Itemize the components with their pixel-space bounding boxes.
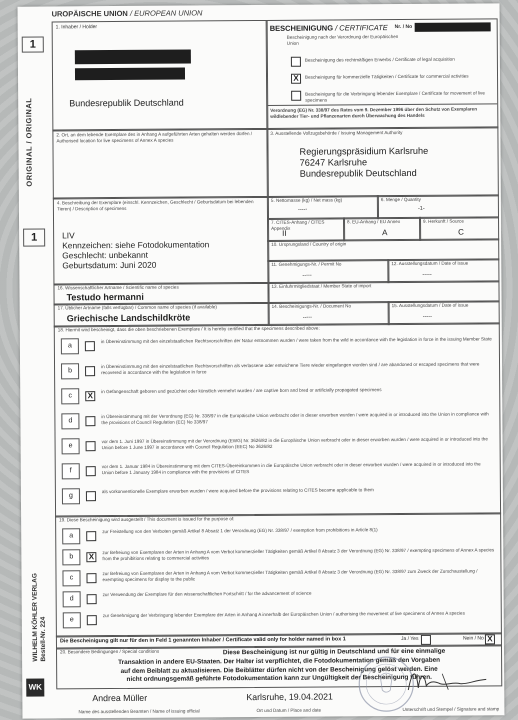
net-mass-value: ----- (297, 206, 308, 213)
s19-letter-e: e (63, 612, 81, 628)
holder-country: Bundesrepublik Deutschland (69, 97, 184, 109)
s18-letter-a: a (61, 338, 79, 354)
s18-letter-g: g (62, 488, 80, 504)
cert-title-de: BESCHEINIGUNG (269, 23, 334, 33)
certificate-document (18, 3, 505, 718)
eu-header (52, 8, 203, 18)
special-conditions-label: 20. Besondere Bedingungen / Special conditions (60, 648, 160, 655)
s19-text-e: zur Genehmigung der Verbringung lebender Exemplare der Arten in Anhang A innerhalb der Europäischen Union / authorising the movement of live specimens of Annex A species (102, 610, 465, 619)
permit-date-label: 12. Ausstellungsdatum / Date of issue (391, 260, 469, 267)
location-box (52, 128, 268, 200)
special-line-2: Transaktion in andere EU-Staaten. Der Halter ist verpflichtet, die Fotodokumentation gemäß den Vorgaben (118, 656, 441, 666)
cites-appendix-value: II (282, 228, 287, 238)
eu-annex-label: 8. EU-Anhang / EU Annex (347, 219, 401, 225)
validity-text: Die Bescheinigung gilt nur für den in Feld 1 genannten Inhaber / Certificate valid only for holder named in box 1 (59, 636, 346, 645)
special-line-4: nicht ordnungsgemäß geführte Fotodokumentation kann zur Ungültigkeit der Bescheinigung führen. (126, 674, 432, 684)
source-label: 9. Herkunft / Source (423, 218, 464, 224)
official-name-label: Name des ausstellenden Beamten / Name of issuing official (78, 708, 200, 715)
common-name-value: Griechische Landschildkröte (66, 312, 191, 324)
eu-title-en: / EUROPEAN UNION (129, 8, 203, 18)
specimen-description (62, 229, 209, 270)
s18-text-b: in Übereinstimmung mit den einzelstaatlichen Rechtsvorschriften als verlassene oder entwichene Tiere wieder eingefangen worden sind / are abandoned or escaped specimens that were recovered in accordance with the legislation in force (101, 361, 480, 375)
scientific-name-value: Testudo hermanni (66, 291, 144, 303)
official-name: Andrea Müller (92, 692, 148, 704)
s19-letter-a: a (62, 528, 80, 544)
document-number-label: 14. Bescheinigungs-Nr. / Document No (271, 303, 352, 309)
document-number-box (268, 301, 390, 326)
permit-date-box (387, 258, 499, 283)
cert-title-en: / CERTIFICATE (335, 23, 388, 33)
eu-annex-box (343, 217, 421, 242)
number-label: Nr. / No (394, 23, 413, 31)
s18-checkbox-g[interactable] (86, 491, 96, 501)
place-date-label: Ort und Datum / Place and date (256, 707, 322, 714)
s18-letter-f: f (62, 463, 80, 479)
quantity-value: -1- (417, 205, 425, 212)
cites-appendix-box (267, 217, 345, 242)
certificate-type-box (266, 18, 499, 130)
regulation-text: Verordnung (EG) Nr. 338/97 des Rates vom 9. Dezember 1996 über den Schutz von Exemplaren wildlebender Tier- und Pflanzenarten durch Überwachung des Handels (270, 106, 478, 119)
specimen-description-label: 4. Beschreibung der Exemplare (einschl. Kennzeichen, Geschlecht / Geburtsdatum bei lebenden Tieren) / Description of specimens (56, 199, 254, 212)
country-of-origin-label: 10. Ursprungsland / Country of origin (271, 241, 347, 247)
cert-option-1-checkbox[interactable]: X (291, 74, 301, 84)
s18-text-e: vor dem 1. Juni 1997 in Übereinstimmung mit der Verordnung (EWG) Nr. 3626/82 in die Europäische Union verbracht oder in dieser erworben wurden / were acquired in or introduced into the Union before 1 June 1997 in accordance with Council Regulation (EEC) No 3626/82 (101, 436, 488, 450)
s19-text-b: zur Befreiung von Exemplaren der Arten in Anhang A vom Verbot kommerzieller Tätigkeiten gemäß Artikel 8 Absatz 3 der Verordnung (EG) Nr. 338/97 / exempting specimens of Annex A species from the prohibitions relating to commercial activities (102, 547, 495, 561)
document-date-value: ----- (422, 313, 433, 320)
section-18-label: 18. Hiermit wird bescheinigt, dass die oben beschriebenen Exemplare / It is hereby certified that the specimens described above: (57, 325, 320, 333)
s18-text-d: in Übereinstimmung mit der Verordnung (EG) Nr. 338/97 in die Europäische Union verbracht oder in dieser erworben wurden / were acquired in or introduced into the Union in compliance with the provisions of Council Regulation (EC) No 338/97 (101, 411, 489, 425)
no-label: Nein / No (462, 635, 484, 642)
authority-line-1: Regierungspräsidium Karlsruhe (299, 145, 429, 157)
source-value: C (458, 227, 464, 237)
holder-label: 1. Inhaber / Holder (55, 24, 98, 31)
publisher-order-number: Bestell-Nr. 224 (39, 616, 48, 662)
holder-box (52, 20, 269, 132)
member-state-import-label: 13. Einfuhrmitgliedstaat / Member State of import (271, 283, 372, 289)
original-label: ORIGINAL / ORIGINAL (24, 97, 34, 187)
cert-option-2-label: Bescheinigung für die Verbringung lebender Exemplare / Certificate for movement of live specimens (305, 90, 485, 103)
s18-letter-e: e (62, 438, 80, 454)
yes-label: Ja / Yes (400, 635, 419, 643)
specimen-line-2: Kennzeichen: siehe Fotodokumentation (62, 239, 210, 251)
s19-text-a: zur Freistellung von den Verboten gemäß Artikel 8 Absatz 1 der Verordnung (EG) Nr. 338/97 / exemption from prohibitions in Article 8(1) (102, 527, 378, 535)
source-box (419, 216, 499, 241)
issuing-authority-box (266, 126, 498, 198)
s18-text-a: in Übereinstimmung mit den einzelstaatlichen Rechtsvorschriften der Natur entnommen wurden / were taken from the wild in accordance with the legislation in force in the issuing Member State (100, 336, 492, 345)
cert-option-0-checkbox[interactable] (291, 57, 301, 67)
s19-checkbox-d[interactable] (87, 594, 97, 604)
s19-text-d: zur Verwendung der Exemplare für den wissenschaftlichen Fortschritt / for the advancement of science (102, 590, 312, 598)
cert-option-0-label: Bescheinigung des rechtmäßigen Erwerbs / Certificate of legal acquisition (304, 56, 455, 63)
place-and-date: Karlsruhe, 19.04.2021 (246, 691, 333, 703)
authority-line-3: Bundesrepublik Deutschland (299, 167, 417, 179)
special-line-1: Diese Bescheinigung ist nur gültig in Deutschland und für eine einmalige (222, 647, 446, 657)
eu-title: UROPÄISCHE UNION (51, 8, 128, 19)
s19-checkbox-b[interactable]: X (86, 552, 96, 562)
specimen-line-4: Geburtsdatum: Juni 2020 (62, 259, 157, 271)
redacted-holder-name (75, 49, 191, 64)
s18-text-f: vor dem 1. Januar 1984 in Übereinstimmung mit dem CITES-Übereinkommen in die Europäische Union verbracht oder in dieser erworben wurden / were acquired in or introduced into the Union before 1 January 1984 in compliance with the provisions of CITES (101, 461, 481, 475)
s19-checkbox-a[interactable] (86, 531, 96, 541)
section-18 (54, 322, 501, 517)
authority-line-2: 76247 Karlsruhe (299, 157, 368, 168)
s18-checkbox-d[interactable] (85, 416, 95, 426)
issuing-authority-address (300, 146, 429, 180)
no-checkbox[interactable]: X (485, 634, 495, 644)
eu-annex-value: A (382, 228, 388, 238)
publisher-name: WILHELM KÖHLER VERLAG (31, 573, 40, 662)
redacted-certificate-number (415, 22, 491, 32)
redacted-holder-address (75, 68, 185, 81)
special-line-3: auf dem Beiblatt zu aktualisieren. Die Beiblätter dürfen nicht von der Bescheinigung gelöst werden. Eine (120, 665, 438, 675)
s19-checkbox-c[interactable] (86, 573, 96, 583)
publisher-logo: WK (26, 679, 44, 697)
s18-text-g: als vorkonventionelle Exemplare erworben wurden / were acquired before the provisions relating to CITES became applicable to them (101, 487, 374, 495)
s19-text-c: zur Befreiung von Exemplaren der Arten in Anhang A vom Verbot kommerzieller Tätigkeiten gemäß Artikel 8 Absatz 3 der Verordnung (EG) Nr. 338/97 zum Zweck der Zurschaustellung / exempting specimens for display to the public (102, 568, 478, 582)
cites-appendix-label: 7. CITES-Anhang / CITES Appendix (271, 219, 325, 231)
document-date-box (388, 300, 500, 325)
permit-date-value: ----- (422, 271, 432, 278)
specimen-line-1: LIV (62, 230, 75, 241)
s18-checkbox-b[interactable] (85, 366, 95, 376)
document-number-value: ----- (302, 314, 313, 321)
cert-option-1-label: Bescheinigung für kommerzielle Tätigkeiten / Certificate for commercial activities (305, 73, 469, 80)
left-margin (18, 6, 53, 718)
copy-number-side: 1 (23, 229, 45, 247)
quantity-box (377, 194, 499, 219)
s18-checkbox-f[interactable] (86, 466, 96, 476)
permit-number-value: ----- (302, 272, 312, 279)
s18-checkbox-a[interactable] (85, 341, 95, 351)
regulation-subtitle: Bescheinigung nach der Verordnung der Europäischen Union (286, 34, 399, 46)
section-19-label: 19. Diese Bescheinigung wird ausgestellt / This document is issued for the purpose of: (59, 516, 235, 523)
net-mass-label: 5. Nettomasse (kg) / Net mass (kg) (270, 197, 343, 203)
s19-letter-b: b (62, 549, 80, 565)
document-date-label: 15. Ausstellungsdatum / Date of issue (391, 302, 469, 309)
copy-number-top: 1 (22, 37, 44, 53)
specimen-line-3: Geschlecht: unbekannt (62, 249, 148, 261)
location-label: 2. Ort, an dem lebende Exemplare des in Anhang A aufgeführten Arten gehalten werden dürfen / Authorised location for live specimens of Annex A species (56, 131, 253, 144)
signature-label: Unterschrift und Stempel / Signature and stamp (402, 706, 500, 713)
section-19 (55, 512, 502, 637)
handwritten-signature (402, 663, 490, 698)
s18-letter-b: b (61, 363, 79, 379)
permit-number-box (267, 259, 389, 284)
quantity-label: 6. Menge / Quantity (380, 196, 421, 203)
net-mass-box (267, 195, 379, 220)
s18-text-c: in Gefangenschaft geboren und gezüchtet oder künstlich vermehrt wurden / are captive born and bred or artificially propagated specimens (101, 387, 382, 395)
s19-letter-d: d (63, 591, 81, 607)
s18-checkbox-c[interactable]: X (85, 391, 95, 401)
certificate-title (270, 23, 388, 33)
s18-checkbox-e[interactable] (86, 441, 96, 451)
s18-letter-d: d (61, 413, 79, 429)
s19-letter-c: c (62, 570, 80, 586)
permit-number-label: 11. Genehmigungs-Nr. / Permit No (271, 261, 342, 267)
specimen-description-box (53, 196, 270, 286)
common-name-label: 17. Üblicher Artname (falls verfügbar) / Common name of species (if available) (57, 304, 217, 311)
issuing-authority-label: 3. Ausstellende Vollzugsbehörde / Issuing Management Authority (270, 130, 403, 136)
cert-option-2-checkbox[interactable] (291, 91, 301, 101)
yes-checkbox[interactable] (421, 635, 431, 645)
s19-checkbox-e[interactable] (87, 615, 97, 625)
s18-letter-c: c (61, 388, 79, 404)
scientific-name-label: 16. Wissenschaftlicher Artname / Scientific name of species (57, 284, 179, 291)
